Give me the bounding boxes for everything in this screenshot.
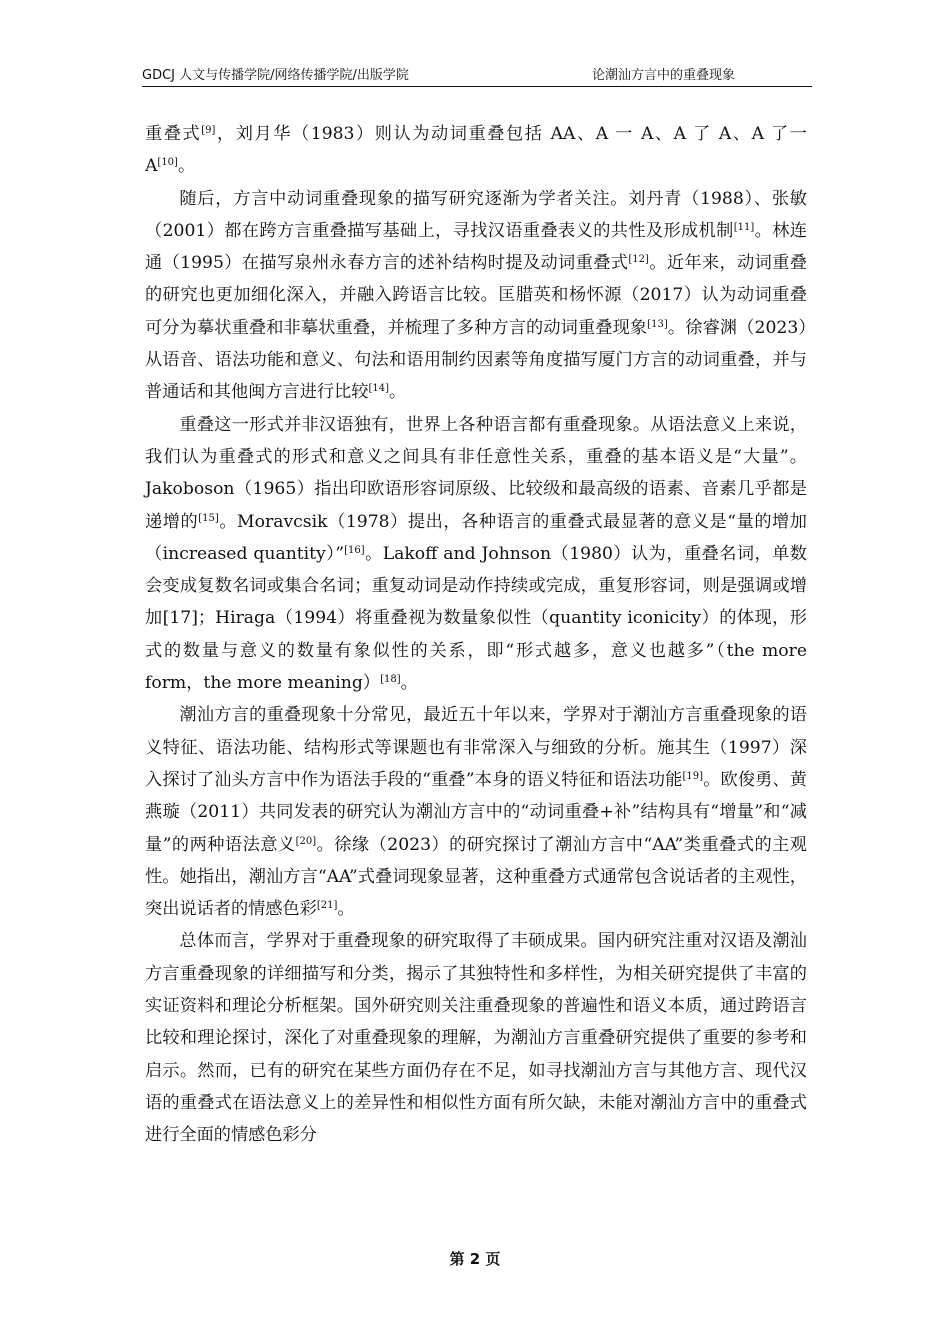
text-run: 。Lakoff and Johnson（1980）认为，重叠名词，单数会变成复数名词或集合名词；重复动词是动作持续或完成，重复形容词，则是强调或增加[17]；Hiraga（1994）将重叠视为数量象似性（quantity iconicity）的体现，形式的数量与意义的数量有象似性的关系，即“形式越多，意义也越多”（the more form，the more meaning）: [145, 543, 807, 694]
citation-ref: [15]: [198, 512, 219, 524]
text-run: ，刘月华（1983）则认为动词重叠包括 AA、A 一 A、A 了 A、A 了一 A: [145, 124, 807, 177]
citation-ref: [20]: [295, 835, 317, 847]
citation-ref: [16]: [344, 544, 365, 556]
body-text: [145, 118, 807, 1152]
text-run: 。欧俊勇、黄燕璇（2011）共同发表的研究认为潮汕方言中的“动词重叠+补”结构具有“增量”和“减量”的两种语法意义: [145, 769, 807, 855]
citation-ref: [9]: [201, 125, 216, 136]
citation-ref: [11]: [733, 221, 755, 233]
text-run: 。林连通（1995）在描写泉州永春方言的述补结构时提及动词重叠式: [145, 220, 807, 274]
text-run: 重叠式: [145, 124, 202, 144]
citation-ref: [14]: [368, 383, 389, 395]
text-run: 。Moravcsik（1978）提出，各种语言的重叠式最显著的意义是“量的增加（increased quantity）”: [145, 511, 807, 564]
text-run: 。: [388, 382, 407, 403]
text-run: 。: [337, 899, 355, 920]
page-header: [142, 66, 812, 87]
text-run: 。: [400, 673, 418, 694]
header-institution: GDCJ 人文与传播学院/网络传播学院/出版学院: [142, 68, 409, 83]
citation-ref: [10]: [157, 157, 178, 169]
paragraph-3: [145, 409, 807, 700]
paragraph-2: [145, 183, 807, 409]
text-run: 。徐缘（2023）的研究探讨了潮汕方言中“AA”类重叠式的主观性。她指出，潮汕方言“AA”式叠词现象显著，这种重叠方式通常包含说话者的主观性，突出说话者的情感色彩: [145, 834, 807, 920]
header-title: 论潮汕方言中的重叠现象: [592, 68, 736, 83]
paragraph-1: [145, 118, 807, 183]
page-number: 第 2 页: [449, 1250, 501, 1268]
paragraph-4: [145, 699, 807, 925]
citation-ref: [13]: [647, 318, 668, 330]
citation-ref: [18]: [380, 674, 401, 686]
text-run: 总体而言，学界对于重叠现象的研究取得了丰硕成果。国内研究注重对汉语及潮汕方言重叠现象的详细描写和分类，揭示了其独特性和多样性，为相关研究提供了丰富的实证资料和理论分析框架。国外研究则关注重叠现象的普遍性和语义本质，通过跨语言比较和理论探讨，深化了对重叠现象的理解，为潮汕方言重叠研究提供了重要的参考和启示。然而，已有的研究在某些方面仍存在不足，如寻找潮汕方言与其他方言、现代汉语的重叠式在语法意义上的差异性和相似性方面有所欠缺，未能对潮汕方言中的重叠式进行全面的情感色彩分: [145, 931, 807, 1146]
paragraph-5: [145, 925, 807, 1151]
text-run: 。: [177, 156, 196, 177]
text-run: 随后，方言中动词重叠现象的描写研究逐渐为学者关注。刘丹青（1988）、张敏（2001）都在跨方言重叠描写基础上，寻找汉语重叠表义的共性及形成机制: [145, 188, 807, 241]
citation-ref: [12]: [628, 254, 649, 266]
text-run: 。徐睿渊（2023）从语音、语法功能和意义、句法和语用制约因素等角度描写厦门方言的动词重叠，并与普通话和其他闽方言进行比较: [145, 317, 807, 403]
text-run: 潮汕方言的重叠现象十分常见，最近五十年以来，学界对于潮汕方言重叠现象的语义特征、语法功能、结构形式等课题也有非常深入与细致的分析。施其生（1997）深入探讨了汕头方言中作为语法手段的“重叠”本身的语义特征和语法功能: [145, 705, 807, 790]
text-run: 重叠这一形式并非汉语独有，世界上各种语言都有重叠现象。从语法意义上来说，我们认为重叠式的形式和意义之间具有非任意性关系，重叠的基本语义是“大量”。Jakoboson（1965）指出印欧语形容词原级、比较级和最高级的语素、音素几乎都是递增的: [145, 414, 807, 532]
citation-ref: [21]: [316, 900, 338, 912]
citation-ref: [19]: [682, 770, 704, 782]
text-run: 。近年来，动词重叠的研究也更加细化深入，并融入跨语言比较。匡腊英和杨怀源（2017）认为动词重叠可分为摹状重叠和非摹状重叠，并梳理了多种方言的动词重叠现象: [145, 253, 807, 338]
